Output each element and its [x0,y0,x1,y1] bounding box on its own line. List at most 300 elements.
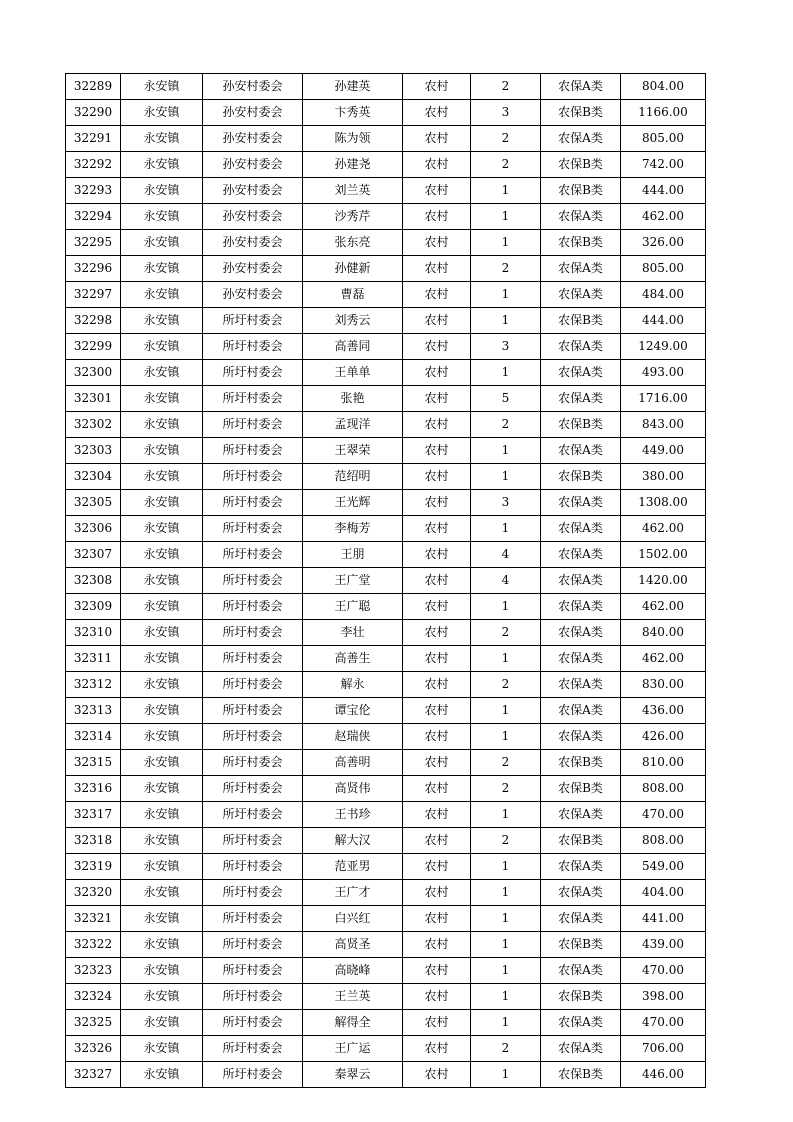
table-row [66,464,706,490]
table-cell-village_committee: 所圩村委会 [203,620,303,646]
table-cell-amount: 804.00 [621,74,706,100]
table-cell-person_count: 3 [471,334,541,360]
table-row [66,828,706,854]
table-cell-person_count: 1 [471,724,541,750]
table-row [66,516,706,542]
table-cell-person_count: 2 [471,152,541,178]
table-cell-record_id: 32293 [66,178,121,204]
table-cell-residence_type: 农村 [403,854,471,880]
table-cell-insurance_category: 农保A类 [541,880,621,906]
table-cell-name: 王广才 [303,880,403,906]
table-cell-town: 永安镇 [121,724,203,750]
table-cell-amount: 484.00 [621,282,706,308]
table-cell-name: 王翠荣 [303,438,403,464]
table-cell-residence_type: 农村 [403,100,471,126]
table-cell-town: 永安镇 [121,334,203,360]
table-cell-amount: 444.00 [621,308,706,334]
table-cell-record_id: 32301 [66,386,121,412]
table-cell-person_count: 1 [471,984,541,1010]
table-cell-record_id: 32303 [66,438,121,464]
table-cell-amount: 493.00 [621,360,706,386]
table-cell-town: 永安镇 [121,464,203,490]
table-row [66,412,706,438]
table-cell-village_committee: 所圩村委会 [203,698,303,724]
table-cell-village_committee: 所圩村委会 [203,360,303,386]
table-cell-record_id: 32304 [66,464,121,490]
table-cell-person_count: 1 [471,282,541,308]
table-cell-village_committee: 所圩村委会 [203,438,303,464]
table-cell-person_count: 1 [471,178,541,204]
table-cell-record_id: 32289 [66,74,121,100]
table-cell-record_id: 32314 [66,724,121,750]
table-cell-residence_type: 农村 [403,1062,471,1088]
table-cell-town: 永安镇 [121,230,203,256]
table-cell-name: 高贤伟 [303,776,403,802]
table-cell-town: 永安镇 [121,672,203,698]
table-cell-village_committee: 所圩村委会 [203,594,303,620]
table-cell-insurance_category: 农保A类 [541,646,621,672]
table-row [66,568,706,594]
table-cell-village_committee: 所圩村委会 [203,750,303,776]
table-cell-village_committee: 所圩村委会 [203,906,303,932]
table-cell-name: 王广堂 [303,568,403,594]
table-cell-name: 李壮 [303,620,403,646]
table-cell-name: 高善明 [303,750,403,776]
table-cell-residence_type: 农村 [403,256,471,282]
table-cell-amount: 462.00 [621,204,706,230]
table-cell-insurance_category: 农保B类 [541,984,621,1010]
table-cell-town: 永安镇 [121,74,203,100]
table-cell-person_count: 1 [471,308,541,334]
table-cell-town: 永安镇 [121,542,203,568]
table-cell-village_committee: 所圩村委会 [203,516,303,542]
table-row [66,802,706,828]
table-cell-person_count: 2 [471,1036,541,1062]
table-cell-insurance_category: 农保B类 [541,308,621,334]
table-cell-village_committee: 孙安村委会 [203,74,303,100]
table-cell-record_id: 32321 [66,906,121,932]
table-cell-insurance_category: 农保A类 [541,334,621,360]
table-cell-name: 陈为领 [303,126,403,152]
table-row [66,1010,706,1036]
table-row [66,100,706,126]
table-row [66,620,706,646]
table-cell-insurance_category: 农保A类 [541,568,621,594]
table-cell-town: 永安镇 [121,490,203,516]
table-cell-record_id: 32296 [66,256,121,282]
table-cell-record_id: 32306 [66,516,121,542]
table-cell-amount: 549.00 [621,854,706,880]
records-table [65,73,706,1088]
table-cell-name: 张艳 [303,386,403,412]
table-cell-amount: 444.00 [621,178,706,204]
table-cell-insurance_category: 农保B类 [541,100,621,126]
table-cell-record_id: 32326 [66,1036,121,1062]
table-cell-village_committee: 所圩村委会 [203,854,303,880]
table-cell-name: 王兰英 [303,984,403,1010]
table-cell-town: 永安镇 [121,594,203,620]
table-cell-residence_type: 农村 [403,828,471,854]
table-cell-amount: 843.00 [621,412,706,438]
table-cell-name: 解得全 [303,1010,403,1036]
table-cell-insurance_category: 农保A类 [541,594,621,620]
table-cell-record_id: 32313 [66,698,121,724]
table-cell-name: 范绍明 [303,464,403,490]
table-cell-record_id: 32295 [66,230,121,256]
table-cell-insurance_category: 农保B类 [541,1062,621,1088]
table-row [66,204,706,230]
table-cell-residence_type: 农村 [403,152,471,178]
table-cell-record_id: 32299 [66,334,121,360]
table-cell-village_committee: 孙安村委会 [203,282,303,308]
table-cell-insurance_category: 农保B类 [541,230,621,256]
table-row [66,1062,706,1088]
table-cell-insurance_category: 农保B类 [541,152,621,178]
table-row [66,958,706,984]
table-row [66,672,706,698]
table-cell-residence_type: 农村 [403,1036,471,1062]
table-cell-village_committee: 所圩村委会 [203,542,303,568]
table-cell-person_count: 1 [471,230,541,256]
table-cell-residence_type: 农村 [403,204,471,230]
table-cell-person_count: 1 [471,464,541,490]
table-cell-town: 永安镇 [121,100,203,126]
table-cell-village_committee: 所圩村委会 [203,776,303,802]
table-cell-person_count: 1 [471,932,541,958]
table-row [66,126,706,152]
table-cell-residence_type: 农村 [403,672,471,698]
table-row [66,776,706,802]
table-row [66,256,706,282]
table-cell-residence_type: 农村 [403,750,471,776]
table-cell-insurance_category: 农保A类 [541,126,621,152]
table-cell-record_id: 32298 [66,308,121,334]
table-row [66,334,706,360]
table-cell-insurance_category: 农保A类 [541,724,621,750]
table-cell-amount: 830.00 [621,672,706,698]
table-cell-insurance_category: 农保A类 [541,490,621,516]
table-cell-record_id: 32291 [66,126,121,152]
table-cell-person_count: 1 [471,854,541,880]
table-cell-amount: 1420.00 [621,568,706,594]
table-cell-person_count: 1 [471,646,541,672]
table-cell-village_committee: 孙安村委会 [203,256,303,282]
table-cell-person_count: 1 [471,958,541,984]
table-cell-town: 永安镇 [121,438,203,464]
table-row [66,750,706,776]
table-cell-name: 刘秀云 [303,308,403,334]
table-cell-residence_type: 农村 [403,1010,471,1036]
table-cell-record_id: 32324 [66,984,121,1010]
table-cell-person_count: 1 [471,516,541,542]
table-cell-person_count: 3 [471,490,541,516]
table-cell-name: 孙建英 [303,74,403,100]
table-cell-person_count: 1 [471,360,541,386]
table-cell-village_committee: 所圩村委会 [203,724,303,750]
table-cell-amount: 1166.00 [621,100,706,126]
table-cell-amount: 805.00 [621,126,706,152]
table-cell-insurance_category: 农保B类 [541,464,621,490]
table-cell-town: 永安镇 [121,386,203,412]
table-cell-name: 高贤圣 [303,932,403,958]
table-cell-insurance_category: 农保A类 [541,74,621,100]
table-cell-person_count: 1 [471,1010,541,1036]
table-row [66,152,706,178]
table-cell-insurance_category: 农保A类 [541,802,621,828]
table-cell-record_id: 32302 [66,412,121,438]
table-cell-record_id: 32322 [66,932,121,958]
table-cell-residence_type: 农村 [403,334,471,360]
table-cell-record_id: 32320 [66,880,121,906]
table-cell-residence_type: 农村 [403,516,471,542]
table-row [66,698,706,724]
table-cell-record_id: 32309 [66,594,121,620]
table-cell-village_committee: 孙安村委会 [203,100,303,126]
table-cell-amount: 426.00 [621,724,706,750]
table-cell-insurance_category: 农保B类 [541,412,621,438]
table-cell-amount: 446.00 [621,1062,706,1088]
table-cell-insurance_category: 农保A类 [541,854,621,880]
table-cell-amount: 1308.00 [621,490,706,516]
table-cell-village_committee: 所圩村委会 [203,646,303,672]
table-cell-town: 永安镇 [121,958,203,984]
table-cell-record_id: 32310 [66,620,121,646]
table-cell-insurance_category: 农保A类 [541,204,621,230]
table-cell-record_id: 32327 [66,1062,121,1088]
table-cell-residence_type: 农村 [403,594,471,620]
table-cell-residence_type: 农村 [403,74,471,100]
table-cell-record_id: 32317 [66,802,121,828]
table-cell-person_count: 1 [471,204,541,230]
table-cell-residence_type: 农村 [403,724,471,750]
table-row [66,178,706,204]
table-cell-town: 永安镇 [121,1036,203,1062]
table-row [66,308,706,334]
table-cell-person_count: 2 [471,126,541,152]
table-cell-town: 永安镇 [121,1062,203,1088]
table-cell-name: 王光辉 [303,490,403,516]
table-cell-amount: 470.00 [621,1010,706,1036]
table-cell-person_count: 2 [471,74,541,100]
table-cell-name: 高善同 [303,334,403,360]
table-cell-amount: 441.00 [621,906,706,932]
table-cell-residence_type: 农村 [403,178,471,204]
table-cell-name: 王广聪 [303,594,403,620]
table-cell-amount: 810.00 [621,750,706,776]
table-cell-amount: 449.00 [621,438,706,464]
table-cell-record_id: 32308 [66,568,121,594]
table-cell-village_committee: 所圩村委会 [203,568,303,594]
table-cell-person_count: 1 [471,906,541,932]
table-cell-person_count: 1 [471,698,541,724]
table-cell-name: 谭宝伦 [303,698,403,724]
table-cell-name: 解永 [303,672,403,698]
table-cell-amount: 808.00 [621,776,706,802]
table-row [66,490,706,516]
table-cell-record_id: 32323 [66,958,121,984]
table-cell-record_id: 32311 [66,646,121,672]
table-cell-village_committee: 所圩村委会 [203,958,303,984]
table-cell-person_count: 2 [471,256,541,282]
table-cell-residence_type: 农村 [403,542,471,568]
table-cell-town: 永安镇 [121,698,203,724]
table-cell-name: 秦翠云 [303,1062,403,1088]
table-cell-village_committee: 孙安村委会 [203,126,303,152]
table-cell-town: 永安镇 [121,646,203,672]
table-row [66,646,706,672]
table-cell-residence_type: 农村 [403,412,471,438]
table-cell-amount: 462.00 [621,646,706,672]
table-cell-name: 赵瑞侠 [303,724,403,750]
table-cell-residence_type: 农村 [403,984,471,1010]
table-cell-name: 范亚男 [303,854,403,880]
table-cell-insurance_category: 农保A类 [541,516,621,542]
table-cell-name: 王广运 [303,1036,403,1062]
table-cell-town: 永安镇 [121,152,203,178]
table-cell-residence_type: 农村 [403,282,471,308]
table-cell-amount: 470.00 [621,802,706,828]
table-cell-village_committee: 所圩村委会 [203,932,303,958]
table-cell-amount: 706.00 [621,1036,706,1062]
table-cell-amount: 326.00 [621,230,706,256]
table-row [66,854,706,880]
table-cell-person_count: 2 [471,620,541,646]
table-row [66,1036,706,1062]
table-cell-amount: 436.00 [621,698,706,724]
table-cell-person_count: 1 [471,880,541,906]
table-cell-record_id: 32318 [66,828,121,854]
table-cell-town: 永安镇 [121,828,203,854]
table-cell-record_id: 32290 [66,100,121,126]
table-row [66,880,706,906]
table-cell-village_committee: 孙安村委会 [203,178,303,204]
table-cell-person_count: 4 [471,542,541,568]
table-cell-village_committee: 所圩村委会 [203,412,303,438]
table-row [66,906,706,932]
table-cell-insurance_category: 农保A类 [541,360,621,386]
table-cell-person_count: 2 [471,776,541,802]
table-cell-name: 曹磊 [303,282,403,308]
table-cell-village_committee: 所圩村委会 [203,880,303,906]
table-cell-town: 永安镇 [121,360,203,386]
table-cell-village_committee: 所圩村委会 [203,490,303,516]
table-cell-amount: 462.00 [621,516,706,542]
table-cell-amount: 380.00 [621,464,706,490]
table-cell-town: 永安镇 [121,776,203,802]
table-cell-record_id: 32312 [66,672,121,698]
table-cell-village_committee: 孙安村委会 [203,152,303,178]
table-cell-amount: 462.00 [621,594,706,620]
table-cell-person_count: 1 [471,594,541,620]
table-cell-name: 张东亮 [303,230,403,256]
table-cell-residence_type: 农村 [403,360,471,386]
table-cell-insurance_category: 农保A类 [541,256,621,282]
table-cell-amount: 404.00 [621,880,706,906]
table-cell-person_count: 4 [471,568,541,594]
table-cell-record_id: 32292 [66,152,121,178]
table-cell-residence_type: 农村 [403,646,471,672]
table-cell-name: 孟现洋 [303,412,403,438]
table-cell-record_id: 32319 [66,854,121,880]
table-cell-residence_type: 农村 [403,438,471,464]
table-row [66,932,706,958]
table-cell-town: 永安镇 [121,126,203,152]
table-cell-amount: 470.00 [621,958,706,984]
table-cell-town: 永安镇 [121,854,203,880]
table-cell-residence_type: 农村 [403,776,471,802]
table-cell-town: 永安镇 [121,620,203,646]
table-cell-residence_type: 农村 [403,490,471,516]
table-cell-village_committee: 所圩村委会 [203,672,303,698]
table-cell-amount: 1716.00 [621,386,706,412]
table-row [66,594,706,620]
table-cell-town: 永安镇 [121,308,203,334]
table-cell-person_count: 1 [471,1062,541,1088]
table-cell-record_id: 32316 [66,776,121,802]
table-cell-village_committee: 所圩村委会 [203,1062,303,1088]
table-cell-record_id: 32297 [66,282,121,308]
table-row [66,438,706,464]
table-cell-person_count: 2 [471,750,541,776]
table-cell-person_count: 2 [471,412,541,438]
table-cell-person_count: 2 [471,828,541,854]
table-cell-name: 高善生 [303,646,403,672]
table-cell-village_committee: 所圩村委会 [203,308,303,334]
table-cell-insurance_category: 农保B类 [541,776,621,802]
table-cell-amount: 808.00 [621,828,706,854]
table-cell-village_committee: 孙安村委会 [203,204,303,230]
table-cell-name: 孙健新 [303,256,403,282]
table-row [66,386,706,412]
table-cell-insurance_category: 农保A类 [541,1036,621,1062]
table-cell-amount: 840.00 [621,620,706,646]
table-cell-person_count: 5 [471,386,541,412]
table-cell-person_count: 1 [471,802,541,828]
table-cell-name: 王朋 [303,542,403,568]
table-row [66,74,706,100]
table-cell-amount: 398.00 [621,984,706,1010]
table-cell-town: 永安镇 [121,282,203,308]
table-cell-residence_type: 农村 [403,932,471,958]
table-cell-residence_type: 农村 [403,958,471,984]
table-row [66,984,706,1010]
table-cell-insurance_category: 农保B类 [541,750,621,776]
table-cell-name: 白兴红 [303,906,403,932]
table-cell-town: 永安镇 [121,880,203,906]
table-cell-name: 解大汉 [303,828,403,854]
table-cell-residence_type: 农村 [403,698,471,724]
table-cell-amount: 439.00 [621,932,706,958]
table-cell-town: 永安镇 [121,802,203,828]
table-cell-insurance_category: 农保B类 [541,932,621,958]
table-cell-insurance_category: 农保A类 [541,672,621,698]
table-cell-town: 永安镇 [121,568,203,594]
table-cell-village_committee: 所圩村委会 [203,802,303,828]
table-row [66,724,706,750]
table-cell-town: 永安镇 [121,412,203,438]
table-cell-insurance_category: 农保A类 [541,438,621,464]
table-cell-village_committee: 所圩村委会 [203,464,303,490]
table-cell-insurance_category: 农保B类 [541,828,621,854]
table-cell-name: 沙秀芹 [303,204,403,230]
table-cell-insurance_category: 农保A类 [541,620,621,646]
table-cell-person_count: 3 [471,100,541,126]
table-cell-village_committee: 所圩村委会 [203,1036,303,1062]
table-cell-amount: 742.00 [621,152,706,178]
table-cell-name: 孙建尧 [303,152,403,178]
table-cell-residence_type: 农村 [403,880,471,906]
table-cell-residence_type: 农村 [403,308,471,334]
